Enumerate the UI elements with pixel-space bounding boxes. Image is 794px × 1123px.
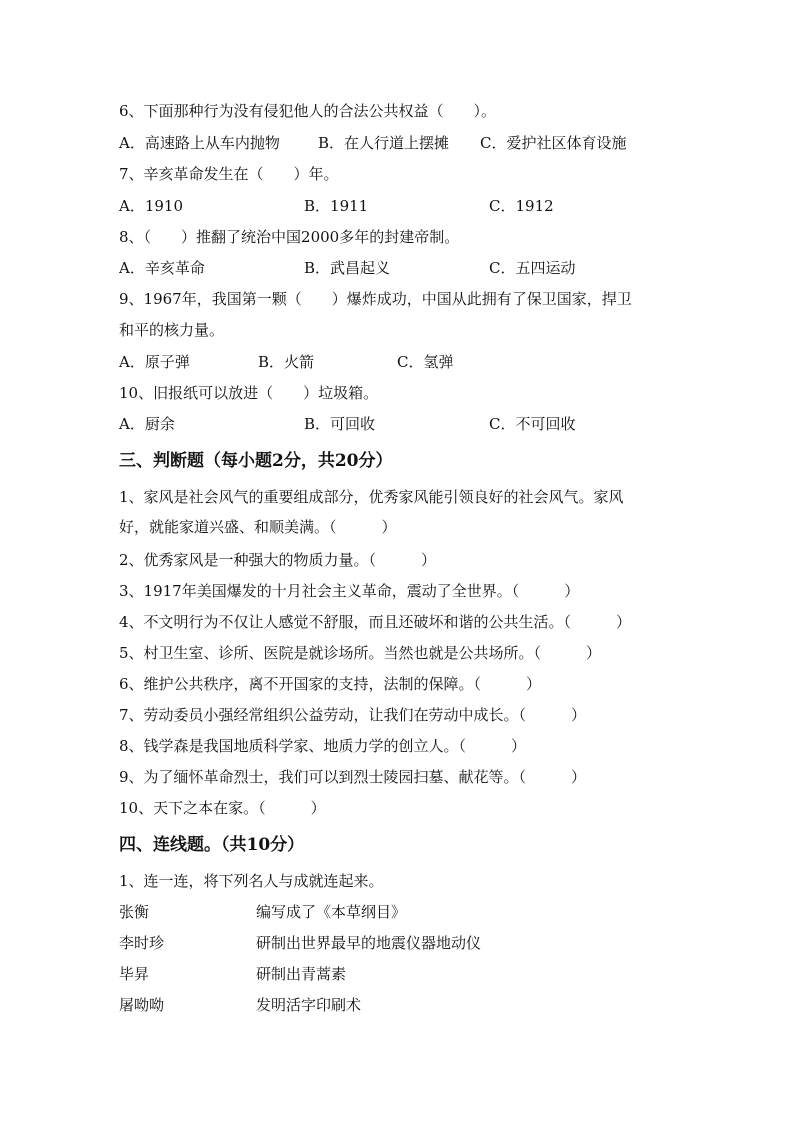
match-achievement-3: 研制出青蒿素	[256, 965, 347, 983]
q6-stem: 6、下面那种行为没有侵犯他人的合法公共权益（ ）。	[119, 102, 497, 120]
tf-item-4: 4、不文明行为不仅让人感觉不舒服，而且还破坏和谐的公共生活。（ ）	[119, 613, 632, 631]
q7-stem: 7、辛亥革命发生在（ ）年。	[119, 165, 339, 183]
q8-option-b: B．武昌起义	[304, 259, 391, 277]
q10-option-c: C．不可回收	[489, 415, 576, 433]
q9-option-a: A．原子弹	[119, 353, 190, 371]
q8-stem: 8、（ ）推翻了统治中国2000多年的封建帝制。	[119, 228, 460, 246]
tf-item-5: 5、村卫生室、诊所、医院是就诊场所。当然也就是公共场所。（ ）	[119, 644, 602, 662]
q7-option-b: B．1911	[304, 197, 369, 215]
match-q1-stem: 1、连一连，将下列名人与成就连起来。	[119, 872, 384, 890]
match-name-1: 张衡	[119, 903, 150, 921]
match-achievement-1: 编写成了《本草纲目》	[256, 903, 407, 921]
q6-option-a: A．高速路上从车内抛物	[119, 134, 280, 152]
q9-stem-line2: 和平的核力量。	[119, 321, 225, 339]
section4-title: 四、连线题。（共10分）	[119, 835, 305, 855]
tf-item-1-line2: 好，就能家道兴盛、和顺美满。（ ）	[119, 518, 397, 536]
tf-item-6: 6、维护公共秩序，离不开国家的支持，法制的保障。（ ）	[119, 675, 542, 693]
tf-item-9: 9、为了缅怀革命烈士，我们可以到烈士陵园扫墓、献花等。（ ）	[119, 768, 587, 786]
q7-option-a: A．1910	[119, 197, 184, 215]
tf-item-8: 8、钱学森是我国地质科学家、地质力学的创立人。（ ）	[119, 737, 527, 755]
match-name-4: 屠呦呦	[119, 996, 165, 1014]
tf-item-7: 7、劳动委员小强经常组织公益劳动，让我们在劳动中成长。（ ）	[119, 706, 587, 724]
match-name-3: 毕昇	[119, 965, 150, 983]
q10-option-b: B．可回收	[304, 415, 376, 433]
match-name-2: 李时珍	[119, 934, 165, 952]
tf-item-1-line1: 1、家风是社会风气的重要组成部分，优秀家风能引领良好的社会风气。家风	[119, 488, 624, 506]
q9-option-b: B．火箭	[258, 353, 315, 371]
tf-item-10: 10、天下之本在家。（ ）	[119, 799, 326, 817]
q6-option-c: C．爱护社区体育设施	[480, 134, 627, 152]
q6-option-b: B．在人行道上摆摊	[318, 134, 450, 152]
tf-item-2: 2、优秀家风是一种强大的物质力量。（ ）	[119, 551, 437, 569]
match-achievement-2: 研制出世界最早的地震仪器地动仪	[256, 934, 482, 952]
q8-option-c: C．五四运动	[489, 259, 576, 277]
section3-title: 三、判断题（每小题2分，共20分）	[119, 451, 393, 471]
q10-option-a: A．厨余	[119, 415, 175, 433]
q9-option-c: C．氢弹	[397, 353, 454, 371]
q10-stem: 10、旧报纸可以放进（ ）垃圾箱。	[119, 384, 379, 402]
q9-stem-line1: 9、1967年，我国第一颗（ ）爆炸成功，中国从此拥有了保卫国家，捍卫	[119, 290, 632, 308]
q8-option-a: A．辛亥革命	[119, 259, 205, 277]
q7-option-c: C．1912	[489, 197, 554, 215]
match-achievement-4: 发明活字印刷术	[256, 996, 362, 1014]
tf-item-3: 3、1917年美国爆发的十月社会主义革命，震动了全世界。（ ）	[119, 582, 580, 600]
